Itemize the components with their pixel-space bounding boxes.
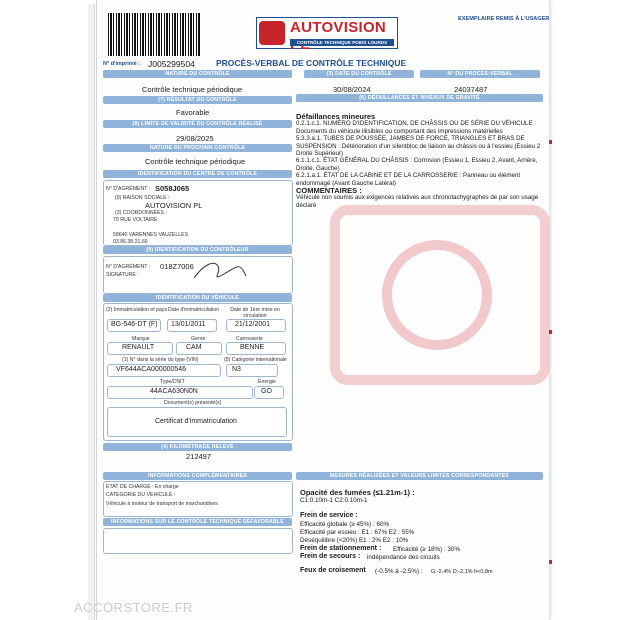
date-header: (3) DATE DU CONTRÔLE <box>304 70 414 78</box>
defect-line: 6.1.1.c.1. ÉTAT GÉNÉRAL DU CHÂSSIS : Corrosion (Essieu 1, Essieu 2, Avant, Arrière, <box>296 157 538 165</box>
comment-line: déclaré <box>296 201 317 209</box>
reg-value: BG-546-DT (F) <box>111 321 158 328</box>
brake-global: Efficacité globale (≥ 45%) : 60% <box>300 521 390 528</box>
nature-header: NATURE DU CONTRÔLE <box>103 70 292 78</box>
reg-date-value: 13/01/2011 <box>171 321 206 328</box>
barcode <box>108 13 200 56</box>
centre-name-label: (9) RAISON SOCIALE : <box>115 195 170 201</box>
controller-agreement-value: 018Z7006 <box>160 262 194 271</box>
margin-tick <box>549 560 552 564</box>
defect-line: Droite Supérieur) <box>296 150 344 158</box>
signature-scribble <box>190 256 250 286</box>
parking-value: Efficacité (≥ 18%) : 30% <box>393 546 461 553</box>
type-value: 44ACA630N0N <box>150 388 198 395</box>
brake-imbalance: Déséquilibre (<20%) E1 : 2% E2 : 10% <box>300 537 409 544</box>
pv-header: N° DU PROCÈS-VERBAL <box>420 70 540 78</box>
logo-truck-icon <box>259 21 285 45</box>
parking-title: Frein de stationnement : <box>300 545 382 552</box>
charge-label: ETAT DE CHARGE : <box>106 484 154 490</box>
watermark-wheel-graphic <box>382 240 492 350</box>
unfavorable-header: INFORMATIONS SUR LE CONTRÔLE TECHNIQUE DÉFAVORABLE <box>103 518 292 526</box>
opacity-title: Opacité des fumées (≤1.21m-1) : <box>300 488 415 497</box>
first-use-value: 21/12/2001 <box>235 321 271 328</box>
signature-label: SIGNATURE : <box>106 272 139 278</box>
vehicle-category-value: Véhicule à moteur de transport de marchandises <box>106 501 218 507</box>
defect-line: 5.3.3.a.1. TUBES DE POUSSÉE, JAMBES DE FORCE, TRIANGLES ET BRAS DE <box>296 135 525 143</box>
date-value: 30/08/2024 <box>333 85 371 94</box>
centre-name-value: AUTOVISION PL <box>145 201 203 210</box>
charge-value: En charge <box>155 484 179 490</box>
centre-header: IDENTIFICATION DU CENTRE DE CONTRÔLE <box>103 170 292 178</box>
controller-header: (9) IDENTIFICATION DU CONTRÔLEUR <box>103 246 292 254</box>
margin-tick <box>549 330 552 334</box>
defect-line: 6.2.1.a.1. ÉTAT DE LA CABINE ET DE LA CARROSSERIE : Panneau ou élément <box>296 172 521 180</box>
logo-tagline: CONTRÔLE TECHNIQUE POIDS LOURDS <box>290 39 394 46</box>
defect-line: Droite, Gauche) <box>296 164 340 172</box>
limit-value: 29/08/2025 <box>176 134 214 143</box>
body-label: Carrosserie <box>236 336 263 342</box>
genre-label: Genre <box>191 336 206 342</box>
type-label: Type/CNIT <box>160 379 185 385</box>
result-header: (7) RÉSULTAT DU CONTRÔLE <box>103 96 292 104</box>
print-number: J005299504 <box>148 59 195 69</box>
category-label: (5) Catégorie internationale <box>224 357 287 363</box>
centre-address-1: 70 RUE VOLTAIRE <box>113 217 158 223</box>
copy-label: EXEMPLAIRE REMIS À L'USAGER <box>458 16 550 22</box>
result-value: Favorable <box>176 108 210 117</box>
site-watermark: ACCORSTORE.FR <box>74 600 193 615</box>
defects-header: (6) DÉFAILLANCES ET NIVEAUX DE GRAVITÉ <box>296 94 543 102</box>
mileage-header: (4) KILOMÉTRAGE RELEVÉ <box>103 443 292 451</box>
print-number-label: N° d'imprimé : <box>103 61 141 67</box>
pv-value: 24037487 <box>454 85 488 94</box>
cross-title: Feux de croisement <box>300 567 366 574</box>
brand-value: RENAULT <box>122 344 155 351</box>
centre-phone: 03.86.38.21.66 <box>113 239 148 245</box>
next-value: Contrôle technique périodique <box>145 157 246 166</box>
opacity-value: C1:0.10m-1 C2:0.10m-1 <box>300 497 368 504</box>
brand-label: Marque <box>132 336 150 342</box>
logo-name: AUTOVISION <box>290 19 387 36</box>
centre-agreement-value: S058J065 <box>155 184 190 193</box>
brake-axle: Efficacité par essieu : E1 : 67% E2 : 55% <box>300 529 415 536</box>
centre-coords-label: (3) COORDONNÉES : <box>115 210 167 216</box>
vehicle-category-label: CATEGORIE DU VEHICULE : <box>106 492 176 498</box>
body-value: BENNE <box>240 344 265 351</box>
mileage-value: 212497 <box>186 452 212 461</box>
margin-tick <box>549 140 552 144</box>
emergency-title: Frein de secours : <box>300 553 361 560</box>
comment-line: Véhicule non soumis aux exigences relatives aux chronotachygraphes de par son usage <box>296 194 539 202</box>
first-use-label: Date de 1ère mise en circulation <box>230 307 280 319</box>
measures-header: MESURES RÉALISÉES ET VALEURS LIMITES CORRESPONDANTES <box>296 472 543 480</box>
controller-agreement-label: N° D'AGRÉMENT : <box>106 264 151 270</box>
defect-line: SUSPENSION : Détérioration d'un silentbloc de liaison au châssis ou à l'essieu (Essieu 2 <box>296 142 541 150</box>
minor-defects-title: Défaillances mineures <box>296 112 376 121</box>
cross-range: (-0.5% à -2.5%) : <box>375 568 423 575</box>
vehicle-header: IDENTIFICATION DU VÉHICULE <box>103 294 292 302</box>
defect-line: 0.2.1.c.1. NUMÉRO D'IDENTIFICATION, DE CHÂSSIS OU DE SÉRIE DU VÉHICULE : <box>296 120 537 128</box>
energy-label: Énergie <box>258 379 276 385</box>
limit-header: (8) LIMITE DE VALIDITÉ DU CONTRÔLE RÉALISÉ <box>103 120 292 128</box>
vin-value: VF644ACA000000546 <box>116 366 187 373</box>
page-title: PROCÈS-VERBAL DE CONTRÔLE TECHNIQUE <box>216 58 407 68</box>
genre-value: CAM <box>186 344 202 351</box>
reg-label: (2) Immatriculation et pays <box>106 307 168 313</box>
unfavorable-box <box>103 528 293 554</box>
docs-value: Certificat d'immatriculation <box>155 418 237 425</box>
info-header: INFORMATIONS COMPLÉMENTAIRES <box>103 472 292 480</box>
reg-date-label: Date d'immatriculation <box>168 307 220 313</box>
vin-label: (1) N° dans la série du type (VIN) <box>122 357 199 363</box>
cross-value: G:-2,4% D:-2,1% h<0,8m <box>431 569 493 575</box>
category-value: N3 <box>232 366 241 373</box>
autovision-logo <box>256 17 398 49</box>
defects-panel <box>296 104 542 209</box>
paper-stack-edge <box>88 4 95 620</box>
centre-address-2: 58640 VARENNES VAUZELLES <box>113 232 189 238</box>
brake-title: Frein de service : <box>300 512 358 519</box>
next-header: NATURE DU PROCHAIN CONTRÔLE <box>103 144 292 152</box>
centre-agreement-label: N° D'AGRÉMENT : <box>106 186 151 192</box>
defect-line: endommagé (Avant Gauche Latéral) <box>296 179 396 187</box>
emergency-value: indépendance des circuits <box>367 554 440 561</box>
energy-value: GO <box>261 388 272 395</box>
docs-label: Document(s) présenté(s) <box>164 400 222 406</box>
nature-value: Contrôle technique périodique <box>142 85 243 94</box>
defect-line: Documents du véhicule illisibles ou comportant des impressions matérielles <box>296 127 503 135</box>
comments-title: COMMENTAIRES : <box>296 186 362 196</box>
